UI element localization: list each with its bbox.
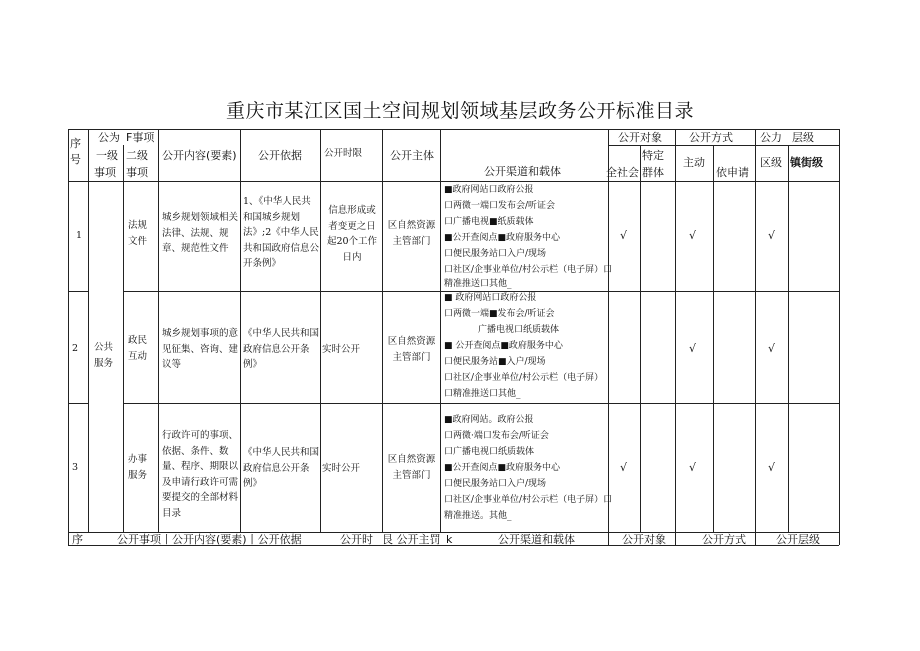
footer-subject: 艮 公开主罚: [382, 533, 441, 546]
row-level2: 政民互动: [128, 335, 148, 362]
header-seq-a: 序: [70, 137, 81, 150]
footer-channel-mark: k: [446, 533, 453, 546]
header-level2-b: 事项: [126, 166, 148, 179]
header-level-suffix: 层级: [792, 131, 814, 144]
channel-line: ■政府网站。政府公报: [444, 415, 534, 425]
channel-line: 口社区/企事业单位/村公示栏（电子屏）口: [444, 495, 613, 505]
footer-target: 公开对象: [622, 533, 666, 546]
row-subject: 区自然资源主管部门: [387, 336, 436, 363]
row-subject: 区自然资源主管部门: [387, 220, 436, 247]
header-level-district: 区级: [760, 156, 782, 169]
row-method-active: √: [689, 461, 697, 474]
row-level2: 办事服务: [128, 454, 148, 481]
channel-line: 口社区/企事业单位/村公示栏（电子屏）: [444, 373, 604, 383]
channel-line: 口两微一端■发布会/听证会: [444, 309, 555, 319]
header-level1-b: 事项: [94, 166, 116, 179]
header-method: 公开方式: [689, 131, 733, 144]
header-basis: 公开依据: [258, 149, 302, 162]
header-level1-a: 一级: [96, 149, 118, 162]
header-target-specific-a: 特定: [642, 149, 664, 162]
channel-line: 精准推送。其他_: [444, 511, 512, 521]
channel-line: 口广播电视口纸质载体: [444, 447, 535, 457]
row-basis: 1、《中华人民共和国城乡规划法》;2《中华人民共和国政府信息公开条例》: [243, 196, 320, 269]
row-level-district: √: [768, 229, 776, 242]
header-seq-b: 号: [70, 153, 81, 166]
channel-line: ■公开查阅点■政府服务中心: [444, 463, 561, 473]
header-method-active: 主动: [683, 156, 705, 169]
row-basis: 《中华人民共和国政府信息公开条例》: [243, 328, 320, 370]
row-time: 信息形成或者变更之日起20个工作日内: [326, 205, 378, 263]
footer-item: 公开事项丨公开内容(要素)丨公开依据: [117, 533, 302, 546]
row-content: 城乡规划领域相关法律、法规、规章、规范性文件: [162, 212, 239, 254]
row-level2: 法规文件: [128, 220, 148, 247]
row-target-all: √: [620, 229, 628, 242]
header-level-prefix: 公力: [760, 131, 782, 144]
header-target-all: 全社会: [606, 166, 639, 179]
row-level-district: √: [768, 342, 776, 355]
row-method-active: √: [689, 342, 697, 355]
row-target-all: √: [620, 461, 628, 474]
row-subject: 区自然资源主管部门: [387, 454, 436, 481]
footer-time: 公开时: [340, 533, 373, 546]
row-content: 行政许可的事项、依据、条件、数量、程序、期限以及申请行政许可需要提交的全部材料目录: [162, 430, 239, 519]
page-title: 重庆市某江区国土空间规划领域基层政务公开标准目录: [225, 100, 694, 122]
row-seq: 3: [72, 462, 79, 473]
channel-line: 口便民服务站■入户/现场: [444, 357, 546, 367]
row-basis: 《中华人民共和国政府信息公开条例》: [243, 447, 320, 489]
row-seq: 2: [72, 343, 79, 354]
header-level-town: 镇街级: [790, 156, 823, 169]
channel-line: ■ 政府网站口政府公报: [444, 293, 537, 303]
header-pub-item-b: F事项: [126, 131, 155, 144]
header-method-apply: 依申请: [716, 166, 749, 179]
channel-line: ■政府网站口政府公报: [444, 185, 534, 195]
channel-line: 口两微·端口发布会/听证会: [444, 431, 549, 441]
row-time: 实时公开: [322, 463, 361, 474]
header-channel: 公开渠道和载体: [484, 165, 561, 178]
channel-line: 口便民服务站口入户/现场: [444, 249, 547, 259]
channel-line: 口社区/企事业单位/村公示栏（电子屏）口: [444, 265, 613, 275]
row-content: 城乡规划事项的意见征集、咨询、建议等: [162, 328, 239, 370]
header-content: 公开内容(要素): [162, 149, 237, 162]
group-label: 公共 服务: [94, 342, 114, 369]
row-method-active: √: [689, 229, 697, 242]
row-seq: 1: [76, 230, 83, 241]
channel-line: 广播电视口纸质载体: [478, 325, 560, 335]
header-target: 公开对象: [618, 131, 662, 144]
footer-channel: 公开渠道和载体: [498, 533, 575, 546]
footer-seq: 序: [72, 533, 83, 546]
channel-line: ■ 公开查阅点■政府服务中心: [444, 341, 563, 351]
channel-line: 口广播电视■纸质载体: [444, 217, 534, 227]
channel-line: 口两微一端口发布会/听证会: [444, 201, 556, 211]
header-subject: 公开主体: [390, 149, 434, 162]
header-time: 公开时限: [324, 148, 363, 159]
header-level2-a: 二级: [126, 149, 148, 162]
channel-line: 精准推送口其他_: [444, 279, 512, 289]
channel-line: 口精准推送口其他_: [444, 389, 521, 399]
footer-method: 公开方式: [702, 533, 746, 546]
row-level-district: √: [768, 461, 776, 474]
row-time: 实时公开: [322, 344, 361, 355]
channel-line: ■公开查阅点■政府服务中心: [444, 233, 561, 243]
footer-level: 公开层级: [776, 533, 820, 546]
header-target-specific-b: 群体: [642, 166, 664, 179]
header-pub-item-a: 公为: [98, 131, 120, 144]
channel-line: 口便民服务站口入户/现场: [444, 479, 547, 489]
